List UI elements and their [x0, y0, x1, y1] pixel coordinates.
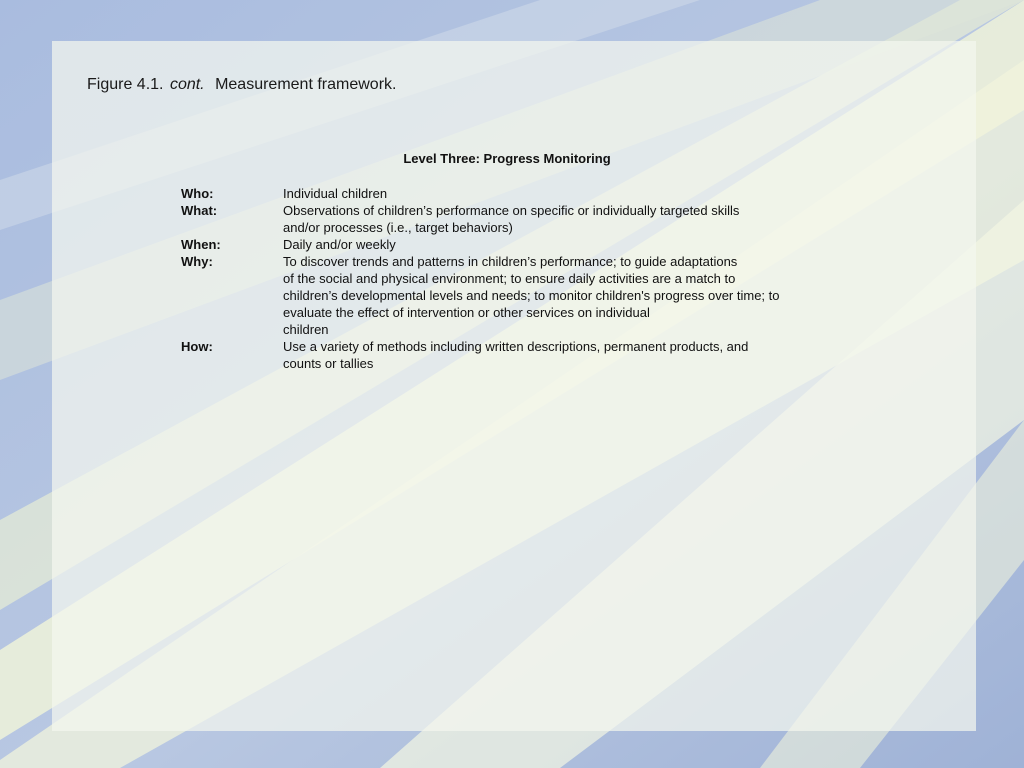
row-term: Why:	[181, 254, 213, 269]
content-panel	[52, 41, 976, 731]
row-definition	[283, 202, 841, 236]
row-how	[181, 338, 841, 372]
definition-line: Individual children	[283, 186, 388, 201]
row-definition	[283, 236, 841, 253]
row-definition	[283, 185, 841, 202]
caption-prefix: Figure 4.1.	[87, 76, 164, 93]
definition-line: To discover trends and patterns in children’s performance; to guide adaptations	[283, 254, 738, 269]
definition-line: of the social and physical environment; to ensure daily activities are a match to	[283, 271, 736, 286]
row-term: How:	[181, 339, 213, 354]
definition-line: counts or tallies	[283, 356, 374, 371]
row-who	[181, 185, 841, 202]
row-definition	[283, 338, 841, 372]
row-why	[181, 253, 841, 338]
row-definition	[283, 253, 841, 338]
definition-line: children	[283, 322, 329, 337]
row-term: What:	[181, 203, 218, 218]
row-when	[181, 236, 841, 253]
definition-line: and/or processes (i.e., target behaviors)	[283, 220, 513, 235]
row-what	[181, 202, 841, 236]
caption-title: Measurement framework.	[215, 76, 397, 93]
definition-line: Daily and/or weekly	[283, 237, 396, 252]
figure-caption	[87, 76, 396, 94]
caption-italic: cont.	[169, 76, 205, 93]
row-term: When:	[181, 237, 221, 252]
definition-line: Use a variety of methods including written descriptions, permanent products, and	[283, 339, 749, 354]
definition-line: children’s developmental levels and needs; to monitor children's progress over time; to	[283, 288, 780, 303]
definition-line: evaluate the effect of intervention or other services on individual	[283, 305, 650, 320]
definition-line: Observations of children’s performance on specific or individually targeted skills	[283, 203, 740, 218]
row-term: Who:	[181, 186, 214, 201]
framework-rows	[181, 185, 841, 372]
level-heading: Level Three: Progress Monitoring	[403, 151, 611, 166]
